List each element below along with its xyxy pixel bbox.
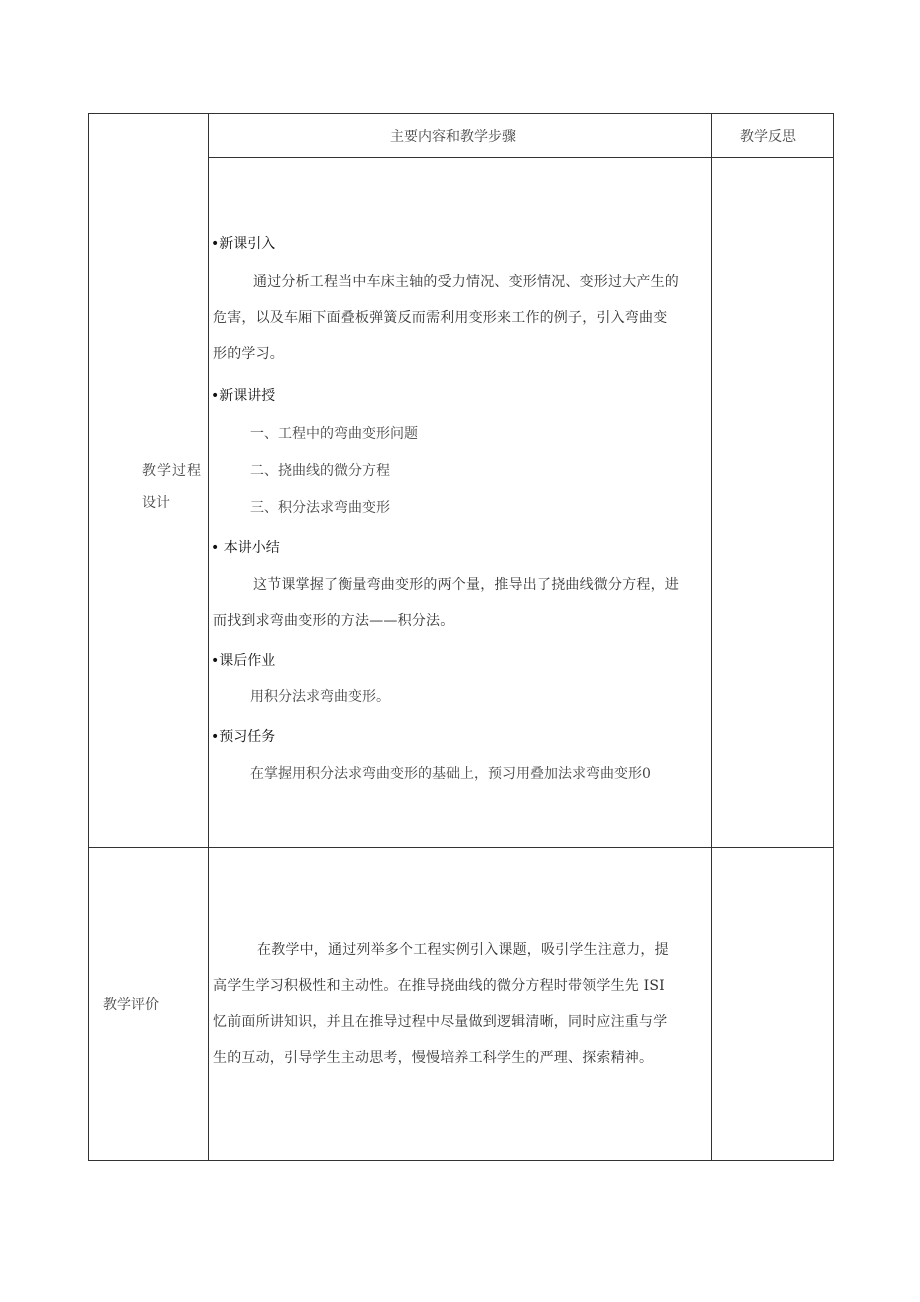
lecture-item-3: 三、积分法求弯曲变形 [250,500,390,516]
summary-line-1: 这节课掌握了衡量弯曲变形的两个量，推导出了挠曲线微分方程，进 [253,577,679,593]
process-label-line2: 设计 [142,495,170,511]
evaluation-line-2: 高学生学习积极性和主动性。在推导挠曲线的微分方程时带领学生先 ISI [213,978,665,994]
col-divider-reflection [711,113,712,1161]
lecture-item-1: 一、工程中的弯曲变形问题 [250,426,418,442]
preview-text: 在掌握用积分法求弯曲变形的基础上，预习用叠加法求弯曲变形0 [250,766,651,782]
summary-paragraph [213,567,709,639]
lecture-item-2: 二、挠曲线的微分方程 [250,463,390,479]
section-title-intro: •新课引入 [211,236,276,252]
row-divider [88,847,834,848]
intro-line-1: 通过分析工程当中车床主轴的受力情况、变形情况、变形过大产生的 [253,274,679,290]
section-title-homework: •课后作业 [211,653,276,669]
summary-line-2: 而找到求弯曲变形的方法——积分法。 [213,613,455,629]
evaluation-line-1: 在教学中，通过列举多个工程实例引入课题，吸引学生注意力，提 [257,942,669,958]
evaluation-paragraph [213,932,709,1076]
evaluation-label: 教学评价 [103,997,159,1013]
header-main-content: 主要内容和教学步骤 [390,129,516,145]
section-title-preview: •预习任务 [211,729,276,745]
process-label-line1: 教学过程 [142,463,202,479]
col-divider-label [208,113,209,1161]
evaluation-line-3: 忆前面所讲知识，并且在推导过程中尽量做到逻辑清晰，同时应注重与学 [213,1014,668,1030]
header-divider [208,157,834,158]
header-teaching-reflection: 教学反思 [740,129,796,145]
intro-paragraph [213,264,709,372]
section-title-lecture: •新课讲授 [211,388,276,404]
intro-line-2: 危害，以及车厢下面叠板弹簧反而需利用变形来工作的例子，引入弯曲变 [213,310,668,326]
section-title-summary: • 本讲小结 [211,540,280,556]
evaluation-line-4: 生的互动，引导学生主动思考，慢慢培养工科学生的严理、探索精神。 [213,1050,654,1066]
homework-text: 用积分法求弯曲变形。 [250,689,390,705]
intro-line-3: 形的学习。 [213,346,284,362]
